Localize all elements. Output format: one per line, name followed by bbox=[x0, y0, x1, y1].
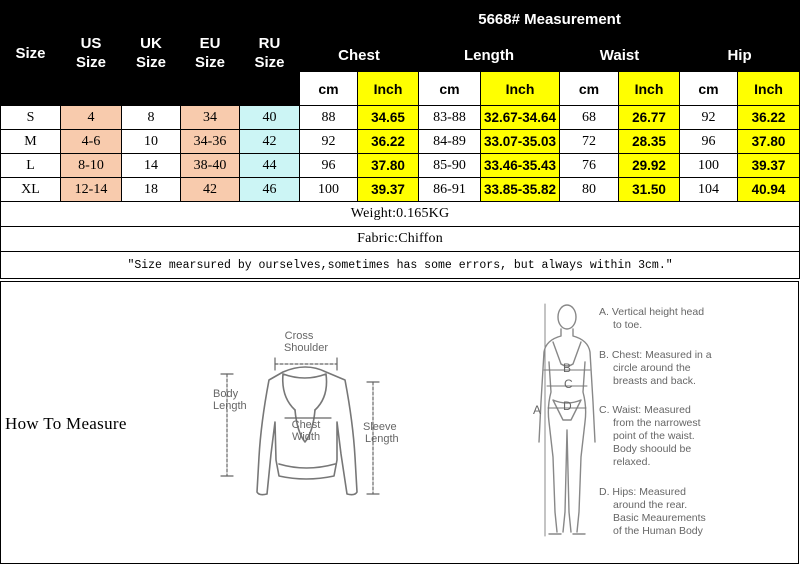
ru-size-header: RU Size bbox=[240, 1, 300, 106]
marker-a: A bbox=[533, 403, 542, 417]
waist-cm-cell: 76 bbox=[560, 154, 619, 178]
uk-size-header: UK Size bbox=[122, 1, 181, 106]
length-cm-cell: 85-90 bbox=[419, 154, 481, 178]
size-cell: L bbox=[1, 154, 61, 178]
instruction-b-line-2: circle around the bbox=[613, 362, 691, 374]
waist-cm-cell: 80 bbox=[560, 178, 619, 202]
body-diagram bbox=[539, 304, 595, 536]
hip-cm-cell: 100 bbox=[680, 154, 738, 178]
chest-width-label-1: Chest bbox=[291, 419, 321, 431]
waist-inch-header: Inch bbox=[619, 72, 680, 106]
instruction-a-line-2: to toe. bbox=[613, 319, 643, 331]
length-header: Length bbox=[419, 39, 560, 72]
instruction-b-line-1: B. Chest: Measured in a bbox=[599, 349, 712, 361]
body-outline-icon bbox=[539, 329, 595, 534]
chest-inch-cell: 34.65 bbox=[358, 106, 419, 130]
cross-shoulder-label-2: Shoulder bbox=[283, 342, 329, 354]
chest-cm-header: cm bbox=[300, 72, 358, 106]
length-inch-cell: 33.46-35.43 bbox=[481, 154, 560, 178]
eu-size-cell: 34-36 bbox=[181, 130, 240, 154]
length-inch-cell: 33.85-35.82 bbox=[481, 178, 560, 202]
size-cell: XL bbox=[1, 178, 61, 202]
length-cm-cell: 86-91 bbox=[419, 178, 481, 202]
us-size-cell: 4-6 bbox=[61, 130, 122, 154]
marker-c: C bbox=[564, 377, 573, 391]
chest-cm-cell: 100 bbox=[300, 178, 358, 202]
instruction-d-line-3: Basic Meaurements bbox=[613, 512, 706, 524]
marker-b: B bbox=[563, 361, 572, 375]
measurement-instructions bbox=[599, 306, 712, 537]
instruction-b-line-3: breasts and back. bbox=[613, 375, 696, 387]
ru-size-cell: 44 bbox=[240, 154, 300, 178]
size-cell: M bbox=[1, 130, 61, 154]
table-row bbox=[1, 178, 800, 202]
chest-cm-cell: 88 bbox=[300, 106, 358, 130]
waist-inch-cell: 28.35 bbox=[619, 130, 680, 154]
instruction-c-line-5: relaxed. bbox=[613, 456, 651, 468]
waist-cm-header: cm bbox=[560, 72, 619, 106]
hip-inch-cell: 36.22 bbox=[738, 106, 800, 130]
hip-header: Hip bbox=[680, 39, 800, 72]
instruction-c-line-1: C. Waist: Measured bbox=[599, 404, 691, 416]
head-icon bbox=[558, 305, 576, 329]
size-chart-table bbox=[0, 0, 800, 279]
hip-cm-header: cm bbox=[680, 72, 738, 106]
chest-header: Chest bbox=[300, 39, 419, 72]
hip-inch-cell: 40.94 bbox=[738, 178, 800, 202]
sleeve-length-label-1: Sleeve bbox=[363, 421, 397, 433]
waist-inch-cell: 31.50 bbox=[619, 178, 680, 202]
eu-size-cell: 42 bbox=[181, 178, 240, 202]
waist-cm-cell: 68 bbox=[560, 106, 619, 130]
length-cm-cell: 84-89 bbox=[419, 130, 481, 154]
length-cm-cell: 83-88 bbox=[419, 106, 481, 130]
size-note-row: "Size mearsured by ourselves,sometimes has some errors, but always within 3cm." bbox=[1, 252, 800, 279]
table-row bbox=[1, 106, 800, 130]
how-to-measure-panel bbox=[0, 281, 799, 564]
hip-cm-cell: 92 bbox=[680, 106, 738, 130]
table-row bbox=[1, 130, 800, 154]
chest-inch-header: Inch bbox=[358, 72, 419, 106]
measurement-title: 5668# Measurement bbox=[300, 1, 800, 39]
instruction-d-line-2: around the rear. bbox=[613, 499, 688, 511]
size-cell: S bbox=[1, 106, 61, 130]
size-header: Size bbox=[1, 1, 61, 106]
fabric-row: Fabric:Chiffon bbox=[1, 227, 800, 252]
instruction-d-line-1: D. Hips: Measured bbox=[599, 486, 686, 498]
hip-inch-cell: 37.80 bbox=[738, 130, 800, 154]
hip-inch-cell: 39.37 bbox=[738, 154, 800, 178]
hip-cm-cell: 104 bbox=[680, 178, 738, 202]
ru-size-cell: 40 bbox=[240, 106, 300, 130]
instruction-c-line-4: Body shoould be bbox=[613, 443, 692, 455]
uk-size-cell: 18 bbox=[122, 178, 181, 202]
table-row bbox=[1, 154, 800, 178]
length-inch-cell: 33.07-35.03 bbox=[481, 130, 560, 154]
length-cm-header: cm bbox=[419, 72, 481, 106]
chest-inch-cell: 37.80 bbox=[358, 154, 419, 178]
length-inch-header: Inch bbox=[481, 72, 560, 106]
body-length-label-1: Body bbox=[213, 388, 239, 400]
how-to-measure-label: How To Measure bbox=[5, 414, 127, 433]
ru-size-cell: 46 bbox=[240, 178, 300, 202]
instruction-a-line-1: A. Vertical height head bbox=[599, 306, 705, 318]
chest-inch-cell: 36.22 bbox=[358, 130, 419, 154]
chest-width-label-2: Width bbox=[291, 431, 321, 443]
sleeve-length-label-2: Length bbox=[365, 433, 399, 445]
marker-d: D bbox=[563, 399, 572, 413]
waist-cm-cell: 72 bbox=[560, 130, 619, 154]
uk-size-cell: 8 bbox=[122, 106, 181, 130]
weight-row: Weight:0.165KG bbox=[1, 202, 800, 227]
us-size-header: US Size bbox=[61, 1, 122, 106]
uk-size-cell: 10 bbox=[122, 130, 181, 154]
hip-cm-cell: 96 bbox=[680, 130, 738, 154]
garment-neckline-icon bbox=[283, 374, 327, 410]
instruction-c-line-2: from the narrowest bbox=[613, 417, 701, 429]
us-size-cell: 8-10 bbox=[61, 154, 122, 178]
us-size-cell: 4 bbox=[61, 106, 122, 130]
us-size-cell: 12-14 bbox=[61, 178, 122, 202]
measurement-illustrations bbox=[1, 282, 798, 563]
body-length-label-2: Length bbox=[213, 400, 247, 412]
chest-cm-cell: 96 bbox=[300, 154, 358, 178]
eu-size-cell: 38-40 bbox=[181, 154, 240, 178]
eu-size-cell: 34 bbox=[181, 106, 240, 130]
chest-cm-cell: 92 bbox=[300, 130, 358, 154]
hip-inch-header: Inch bbox=[738, 72, 800, 106]
chest-inch-cell: 39.37 bbox=[358, 178, 419, 202]
eu-size-header: EU Size bbox=[181, 1, 240, 106]
ru-size-cell: 42 bbox=[240, 130, 300, 154]
instruction-d-line-4: of the Human Body bbox=[613, 525, 703, 537]
cross-shoulder-label-1: Cross bbox=[284, 330, 314, 342]
waist-inch-cell: 29.92 bbox=[619, 154, 680, 178]
length-inch-cell: 32.67-34.64 bbox=[481, 106, 560, 130]
waist-inch-cell: 26.77 bbox=[619, 106, 680, 130]
waist-header: Waist bbox=[560, 39, 680, 72]
uk-size-cell: 14 bbox=[122, 154, 181, 178]
instruction-c-line-3: point of the waist. bbox=[613, 430, 695, 442]
